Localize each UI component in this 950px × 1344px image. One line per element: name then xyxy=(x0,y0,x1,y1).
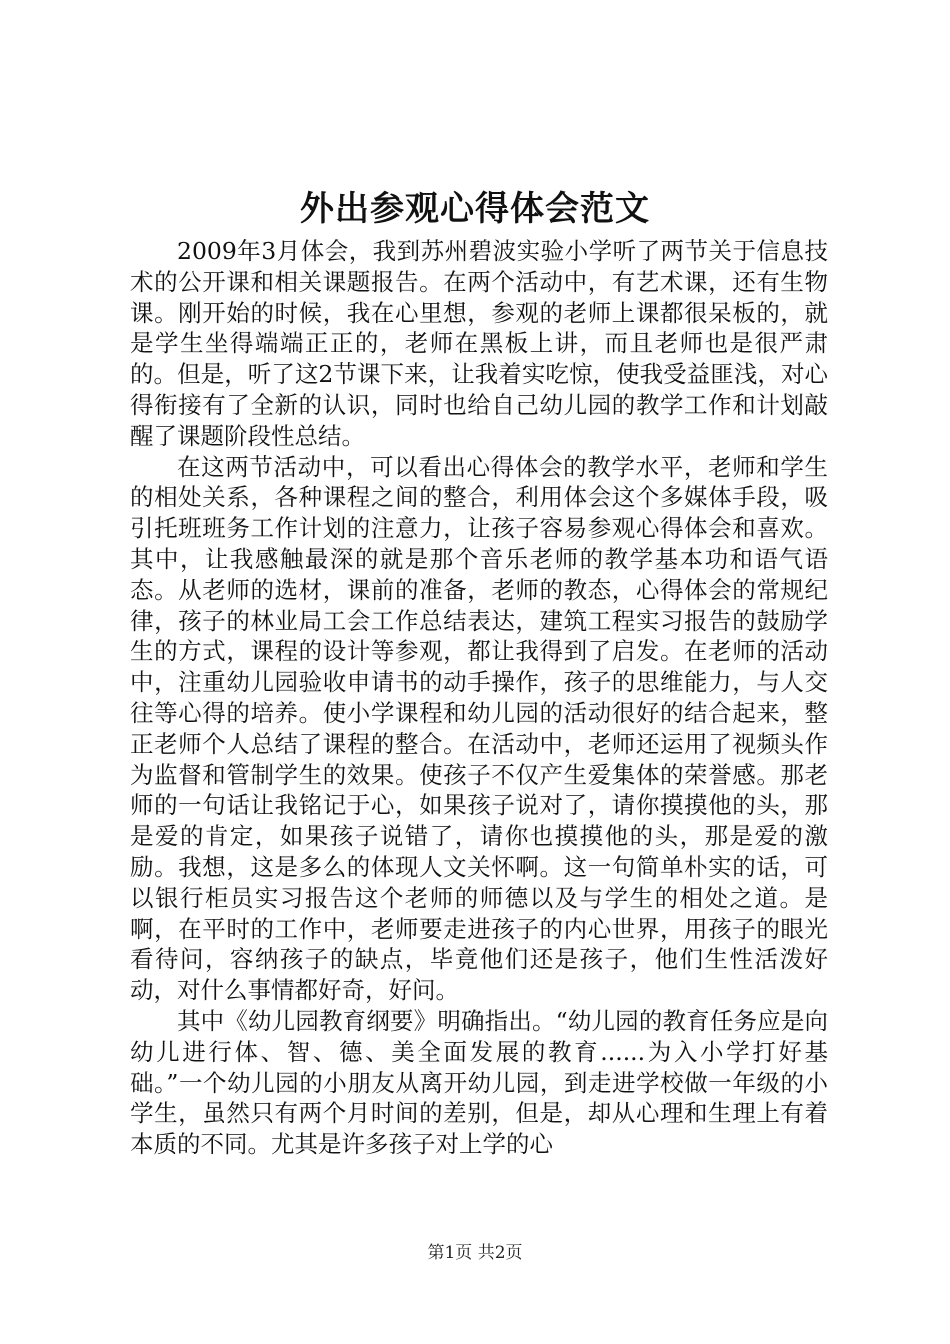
page-number-footer: 第1页 共2页 xyxy=(427,1243,523,1263)
document-title: 外出参观心得体会范文 xyxy=(300,189,650,229)
paragraph-1: 2009年3月体会，我到苏州碧波实验小学听了两节关于信息技术的公开课和相关课题报告。在两个活动中，有艺术课，还有生物课。刚开始的时候，我在心里想，参观的老师上课都很呆板的，就是学生坐得端端正正的，老师在黑板上讲，而且老师也是很严肃的。但是，听了这2节课下来，让我着实吃惊，使我受益匪浅，对心得衔接有了全新的认识，同时也给自己幼儿园的教学工作和计划敲醒了课题阶段性总结。 xyxy=(130,237,828,450)
paragraph-2: 在这两节活动中，可以看出心得体会的教学水平，老师和学生的相处关系，各种课程之间的整合，利用体会这个多媒体手段，吸引托班班务工作计划的注意力，让孩子容易参观心得体会和喜欢。其中，让我感触最深的就是那个音乐老师的教学基本功和语气语态。从老师的选材，课前的准备，老师的教态，心得体会的常规纪律，孩子的林业局工会工作总结表达，建筑工程实习报告的鼓励学生的方式，课程的设计等参观，都让我得到了启发。在老师的活动中，注重幼儿园验收申请书的动手操作，孩子的思维能力，与人交往等心得的培养。使小学课程和幼儿园的活动很好的结合起来，整正老师个人总结了课程的整合。在活动中，老师还运用了视频头作为监督和管制学生的效果。使孩子不仅产生爱集体的荣誉感。那老师的一句话让我铭记于心，如果孩子说对了，请你摸摸他的头，那是爱的肯定，如果孩子说错了，请你也摸摸他的头，那是爱的激励。我想，这是多么的体现人文关怀啊。这一句简单朴实的话，可以银行柜员实习报告这个老师的师德以及与学生的相处之道。是啊，在平时的工作中，老师要走进孩子的内心世界，用孩子的眼光看待问，容纳孩子的缺点，毕竟他们还是孩子，他们生性活泼好动，对什么事情都好奇，好问。 xyxy=(130,452,828,1005)
document-body xyxy=(130,236,828,1160)
paragraph-3: 其中《幼儿园教育纲要》明确指出。“幼儿园的教育任务应是向幼儿进行体、智、德、美全面发展的教育......为入小学打好基础。”一个幼儿园的小朋友从离开幼儿园，到走进学校做一年级的小学生，虽然只有两个月时间的差别，但是，却从心理和生理上有着本质的不同。尤其是许多孩子对上学的心 xyxy=(130,1006,828,1159)
